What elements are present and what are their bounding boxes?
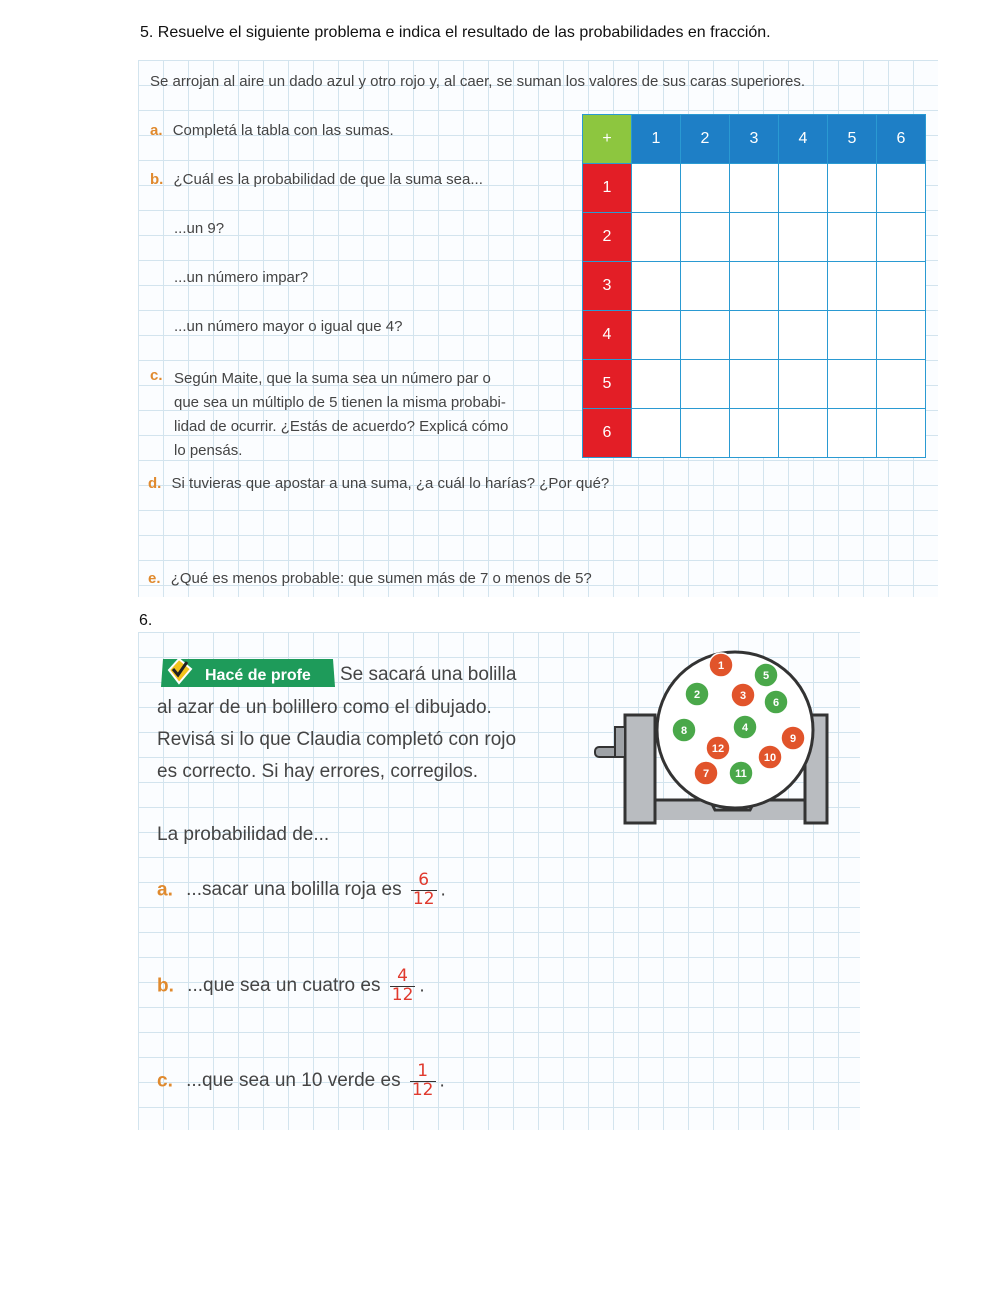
ball-label: 1 [717, 660, 725, 672]
exercise-6-number: 6. [139, 612, 153, 629]
fraction-numerator: 1 [410, 1063, 436, 1082]
sums-cell[interactable] [779, 409, 828, 458]
exercise-5-title: 5. Resuelve el siguiente problema e indica el resultado de las probabilidades en fracción. [140, 24, 771, 41]
sums-cell[interactable] [730, 262, 779, 311]
sums-cell[interactable] [632, 164, 681, 213]
sums-cell[interactable] [877, 262, 926, 311]
item-c-line: lidad de ocurrir. ¿Estás de acuerdo? Explicá cómo [174, 418, 509, 435]
sums-cell[interactable] [730, 409, 779, 458]
probability-item-text: ...sacar una bolilla roja es [186, 879, 402, 901]
probability-item-a: a. ...sacar una bolilla roja es $\frac{6}{12}$ . [157, 870, 446, 909]
sums-cell[interactable] [779, 213, 828, 262]
sums-header-row [583, 115, 926, 164]
exercise-6-intro-line: Se sacará una bolilla [340, 664, 517, 685]
sums-cell[interactable] [681, 164, 730, 213]
sums-cell[interactable] [828, 262, 877, 311]
ball-label: 7 [702, 768, 710, 780]
item-d [148, 475, 609, 492]
sums-row [583, 213, 926, 262]
sums-cell[interactable] [681, 360, 730, 409]
item-e [148, 570, 592, 587]
ball-label: 5 [762, 670, 770, 682]
sums-cell[interactable] [828, 213, 877, 262]
sums-cell[interactable] [632, 409, 681, 458]
sums-cell[interactable] [877, 360, 926, 409]
sums-row-header: 5 [583, 360, 632, 409]
probability-item-label: b. [157, 975, 174, 997]
sums-cell[interactable] [877, 311, 926, 360]
sums-cell[interactable] [828, 164, 877, 213]
sums-cell[interactable] [730, 311, 779, 360]
sums-corner: + [583, 115, 632, 164]
sums-cell[interactable] [730, 164, 779, 213]
item-c-text [174, 367, 546, 463]
item-b3: ...un número mayor o igual que 4? [174, 318, 403, 335]
item-a [150, 122, 394, 139]
sums-row-header: 1 [583, 164, 632, 213]
fraction [410, 1063, 436, 1100]
sums-cell[interactable] [877, 213, 926, 262]
probability-heading: La probabilidad de... [157, 824, 330, 845]
sums-cell[interactable] [828, 360, 877, 409]
sums-row-header: 4 [583, 311, 632, 360]
probability-item-b: b. ...que sea un cuatro es $\frac{4}{12}$ . [157, 966, 425, 1005]
probability-item-c: c. ...que sea un 10 verde es $\frac{1}{12}$ . [157, 1061, 445, 1100]
sums-cell[interactable] [828, 409, 877, 458]
sums-table [582, 114, 926, 458]
ball-label: 2 [693, 689, 701, 701]
probability-item-text: ...que sea un 10 verde es [186, 1070, 401, 1092]
sums-cell[interactable] [632, 311, 681, 360]
ball-label: 8 [680, 725, 688, 737]
ball-label: 11 [735, 768, 747, 780]
sums-cell[interactable] [779, 311, 828, 360]
sums-cell[interactable] [632, 213, 681, 262]
exercise-6-intro-line: es correcto. Si hay errores, corregilos. [157, 761, 479, 782]
sums-column-header: 1 [632, 115, 681, 164]
sums-cell[interactable] [730, 213, 779, 262]
ball-label: 12 [711, 743, 725, 755]
sums-row [583, 311, 926, 360]
item-c-label [150, 367, 163, 384]
sums-cell[interactable] [877, 164, 926, 213]
badge-label: Hacé de profe [205, 667, 311, 684]
item-b1: ...un 9? [174, 220, 225, 237]
sums-row-header: 3 [583, 262, 632, 311]
sums-column-header: 2 [681, 115, 730, 164]
sums-cell[interactable] [681, 262, 730, 311]
item-a-label: a. [150, 122, 163, 139]
item-d-text: Si tuvieras que apostar a una suma, ¿a cuál lo harías? ¿Por qué? [171, 475, 610, 492]
sums-row [583, 409, 926, 458]
fraction-denominator: 12 [411, 1079, 434, 1100]
sums-cell[interactable] [681, 213, 730, 262]
sums-cell[interactable] [632, 262, 681, 311]
ball-label: 10 [763, 752, 777, 764]
sums-column-header: 6 [877, 115, 926, 164]
ball-label: 4 [741, 722, 749, 734]
item-b-text: ¿Cuál es la probabilidad de que la suma sea... [173, 171, 483, 188]
item-c-line: lo pensás. [174, 442, 243, 459]
item-c-line: que sea un múltiplo de 5 tienen la misma probabi- [174, 394, 506, 411]
sums-column-header: 3 [730, 115, 779, 164]
fraction-denominator: 12 [412, 888, 435, 909]
item-b-label: b. [150, 171, 164, 188]
fraction [390, 968, 416, 1005]
item-a-text: Completá la tabla con las sumas. [172, 122, 394, 139]
exercise-6-intro-line: al azar de un bolillero como el dibujado. [157, 697, 492, 718]
sums-cell[interactable] [779, 164, 828, 213]
item-c-line: Según Maite, que la suma sea un número par o [174, 370, 491, 387]
sums-cell[interactable] [779, 360, 828, 409]
item-c-label-text: c. [150, 367, 163, 384]
item-b [150, 171, 483, 188]
sums-column-header: 5 [828, 115, 877, 164]
ball-label: 3 [739, 690, 747, 702]
item-d-label: d. [148, 475, 162, 492]
sums-row [583, 360, 926, 409]
sums-row [583, 262, 926, 311]
sums-cell[interactable] [632, 360, 681, 409]
sums-cell[interactable] [779, 262, 828, 311]
fraction-numerator: 6 [411, 872, 437, 891]
ball-label: 9 [789, 733, 797, 745]
sums-cell[interactable] [730, 360, 779, 409]
hace-de-profe-badge [157, 655, 335, 689]
sums-column-header: 4 [779, 115, 828, 164]
probability-item-label: c. [157, 1070, 173, 1092]
probability-item-text: ...que sea un cuatro es [187, 975, 381, 997]
exercise-6-intro-line: Revisá si lo que Claudia completó con rojo [157, 729, 517, 750]
ball-label: 6 [772, 697, 780, 709]
sums-cell[interactable] [681, 409, 730, 458]
sums-row-header: 6 [583, 409, 632, 458]
sums-cell[interactable] [681, 311, 730, 360]
exercise-5-intro: Se arrojan al aire un dado azul y otro rojo y, al caer, se suman los valores de sus caras superiores. [150, 73, 806, 90]
sums-row-header: 2 [583, 213, 632, 262]
fraction-numerator: 4 [390, 968, 416, 987]
fraction-denominator: 12 [391, 984, 414, 1005]
probability-item-label: a. [157, 879, 173, 901]
sums-row [583, 164, 926, 213]
item-b2: ...un número impar? [174, 269, 309, 286]
sums-cell[interactable] [828, 311, 877, 360]
item-e-text: ¿Qué es menos probable: que sumen más de 7 o menos de 5? [170, 570, 592, 587]
crank-arm-icon [615, 727, 625, 757]
bolillero-left-support [625, 715, 655, 823]
bolillero-illustration [590, 645, 840, 845]
item-e-label: e. [148, 570, 161, 587]
fraction [411, 872, 437, 909]
sums-cell[interactable] [877, 409, 926, 458]
